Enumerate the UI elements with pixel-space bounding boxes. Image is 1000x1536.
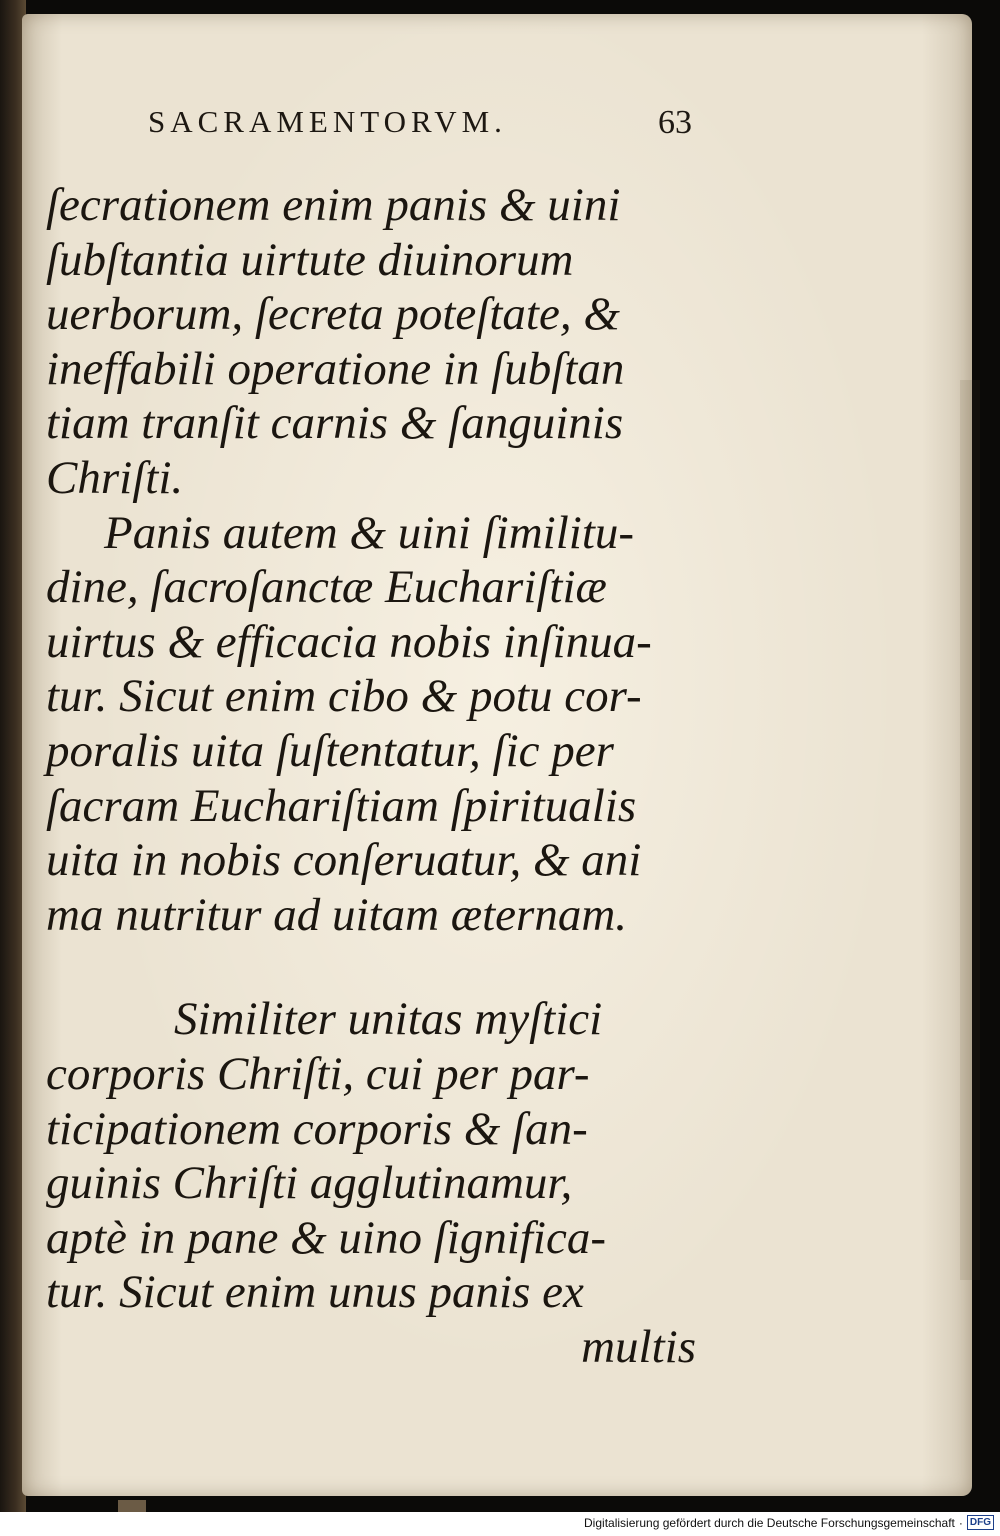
credit-text: Digitalisierung gefördert durch die Deutsche Forschungsgemeinschaft <box>584 1515 955 1530</box>
text-line: ma nutritur ad uitam æternam. <box>46 888 628 941</box>
paragraph-start-line: Panis autem & uini ſimilitu- <box>104 506 635 559</box>
text-line: uerborum, ſecreta poteſtate, & <box>46 288 620 341</box>
digitization-credit <box>584 1515 994 1530</box>
dfg-logo: DFG <box>967 1515 994 1530</box>
paragraph-start-line: Similiter unitas myſtici <box>174 993 603 1046</box>
text-line: tur. Sicut enim unus panis ex <box>46 1266 584 1319</box>
text-line: ticipationem corporis & ſan- <box>46 1102 588 1155</box>
running-title: SACRAMENTORVM. <box>148 104 507 139</box>
text-line: ineffabili operatione in ſubſtan <box>46 342 625 395</box>
catchword: multis <box>581 1320 696 1373</box>
text-line: tiam tranſit carnis & ſanguinis <box>46 397 624 450</box>
text-line: aptè in pane & uino ſignifica- <box>46 1211 607 1264</box>
body-text <box>46 178 696 1374</box>
credit-separator: · <box>958 1515 963 1530</box>
page-number: 63 <box>658 104 692 141</box>
text-line: tur. Sicut enim cibo & potu cor- <box>46 670 642 723</box>
text-line: ſecrationem enim panis & uini <box>46 179 621 231</box>
text-line: Chriſti. <box>46 451 184 504</box>
paragraph-gap <box>46 942 696 992</box>
text-line: guinis Chriſti agglutinamur, <box>46 1157 573 1210</box>
text-line: poralis uita ſuſtentatur, ſic per <box>46 724 614 777</box>
paper-stain <box>960 380 980 1280</box>
text-line: ſacram Euchariſtiam ſpiritualis <box>46 779 637 832</box>
text-line: ſubſtantia uirtute diuinorum <box>46 233 574 286</box>
text-line: dine, ſacroſanctæ Euchariſtiæ <box>46 561 607 614</box>
text-line: uita in nobis conſeruatur, & ani <box>46 834 642 887</box>
text-line: corporis Chriſti, cui per par- <box>46 1047 590 1100</box>
text-line: uirtus & efficacia nobis inſinua- <box>46 615 652 668</box>
